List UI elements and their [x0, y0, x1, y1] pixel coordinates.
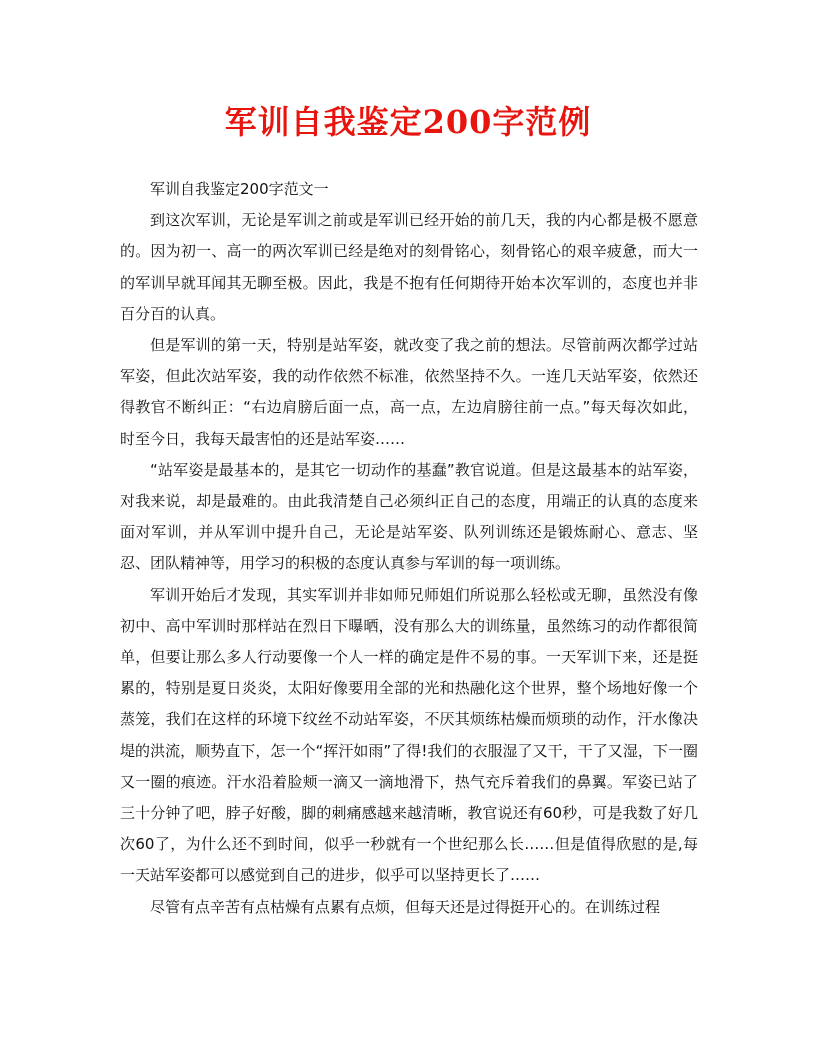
paragraph-1: 到这次军训，无论是军训之前或是军训已经开始的前几天，我的内心都是极不愿意的。因为初一、高一的两次军训已经是绝对的刻骨铭心，刻骨铭心的艰辛疲惫，而大一的军训早就耳闻其无聊至极。因此，我是不抱有任何期待开始本次军训的，态度也并非百分百的认真。	[120, 211, 698, 323]
paragraph-5: 尽管有点辛苦有点枯燥有点累有点烦，但每天还是过得挺开心的。在训练过程	[150, 897, 661, 916]
paragraph-3: “站军姿是最基本的，是其它一切动作的基蠢”教官说道。但是这最基本的站军姿，对我来说，却是最难的。由此我清楚自己必须纠正自己的态度，用端正的认真的态度来面对军训，并从军训中提升自己，无论是站军姿、队列训练还是锻炼耐心、意志、坚忍、团队精神等，用学习的积极的态度认真参与军训的每一项训练。	[120, 460, 698, 573]
document-title: 军训自我鉴定200字范例	[224, 103, 592, 141]
paragraph-2: 但是军训的第一天，特别是站军姿，就改变了我之前的想法。尽管前两次都学过站军姿，但此次站军姿，我的动作依然不标准，依然坚持不久。一连几天站军姿，依然还得教官不断纠正：“右边肩膀后面一点，高一点，左边肩膀往前一点。”每天每次如此，时至今日，我每天最害怕的还是站军姿……	[120, 336, 698, 448]
section-subheading: 军训自我鉴定200字范文一	[150, 180, 329, 198]
paragraph-4: 军训开始后才发现，其实军训并非如师兄师姐们所说那么轻松或无聊，虽然没有像初中、高中军训时那样站在烈日下曝晒，没有那么大的训练量，虽然练习的动作都很简单，但要让那么多人行动要像一个人一样的确定是件不易的事。一天军训下来，还是挺累的，特别是夏日炎炎，太阳好像要用全部的光和热融化这个世界，整个场地好像一个蒸笼，我们在这样的环境下纹丝不动站军姿，不厌其烦练枯燥而烦琐的动作，汗水像决堤的洪流，顺势直下，怎一个“挥汗如雨”了得!我们的衣服湿了又干，干了又湿，下一圈又一圈的痕迹。汗水沿着脸颊一滴又一滴地滑下，热气充斥着我们的鼻翼。军姿已站了三十分钟了吧，脖子好酸，脚的刺痛感越来越清晰，教官说还有60秒，可是我数了好几次60了，为什么还不到时间，似乎一秒就有一个世纪那么长……但是值得欣慰的是,每一天站军姿都可以感觉到自己的进步，似乎可以坚持更长了……	[120, 585, 698, 885]
document-body	[120, 174, 698, 923]
